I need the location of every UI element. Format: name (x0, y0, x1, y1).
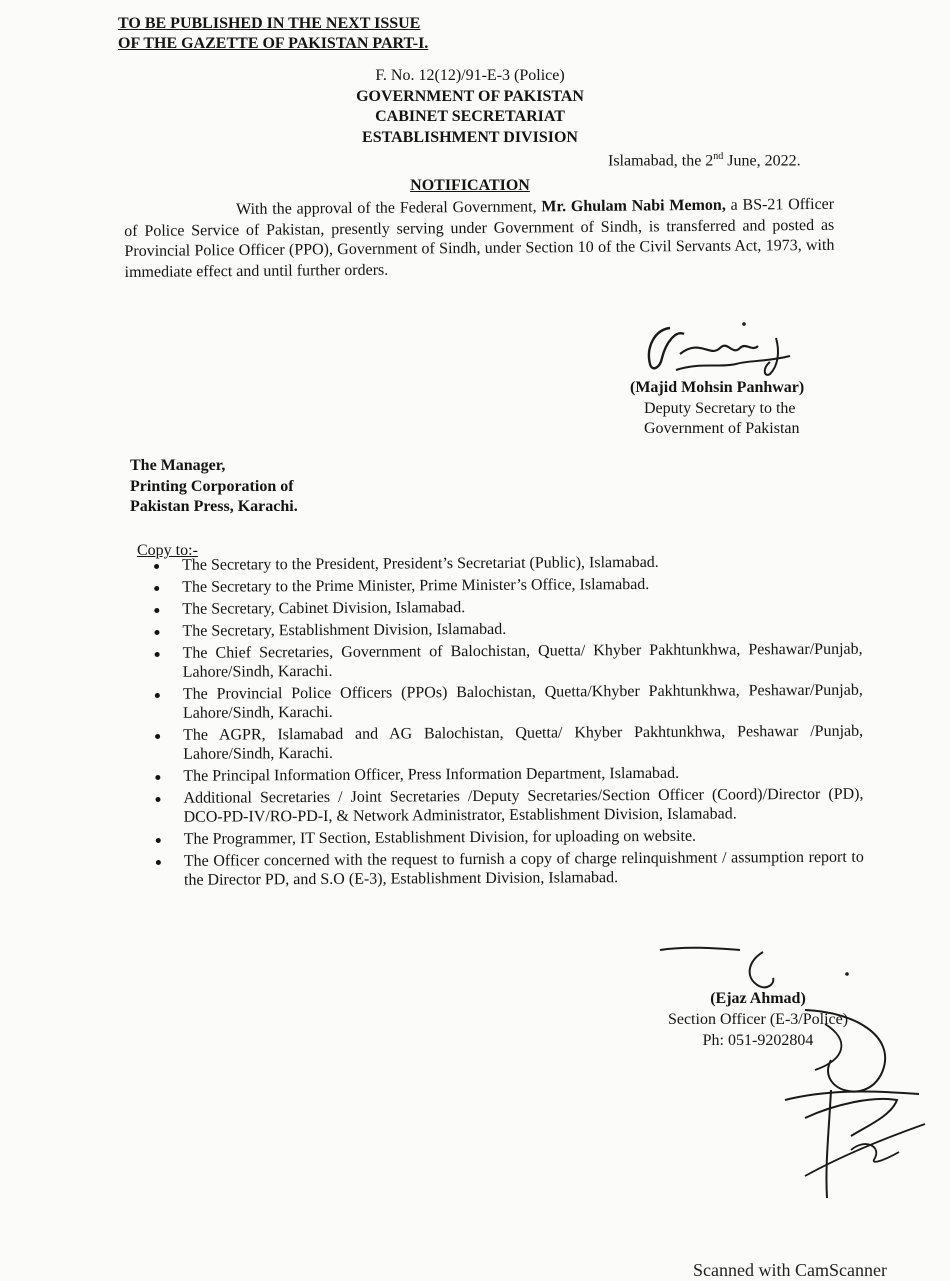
copy-to-item: The Principal Information Officer, Press Information Department, Islamabad. (151, 763, 863, 786)
officer-name: Mr. Ghulam Nabi Memon, (541, 196, 726, 216)
date-rest: June, 2022. (723, 152, 801, 170)
letterhead (300, 66, 640, 148)
bullet-icon (154, 586, 159, 591)
gazette-header (118, 14, 428, 54)
bullet-icon (156, 838, 161, 843)
copy-to-item: The Programmer, IT Section, Establishment Division, for uploading on website. (152, 826, 864, 849)
copy-to-item: The Officer concerned with the request to furnish a copy of charge relinquishment / assumption report to the Director PD, and S.O (E-3), Establishment Division, Islamabad. (152, 848, 864, 890)
copy-to-item: The Secretary to the President, President’s Secretariat (Public), Islamabad. (150, 552, 862, 575)
signatory-1-designation-1: Deputy Secretary to the (644, 399, 796, 417)
bullet-icon (156, 860, 161, 865)
signatory-1-block (630, 378, 804, 440)
gazette-header-line-1: TO BE PUBLISHED IN THE NEXT ISSUE (118, 15, 421, 32)
copy-to-item: Additional Secretaries / Joint Secretaries /Deputy Secretaries/Section Officer (Coord)/Director (PD), DCO-PD-IV/RO-PD-I, & Network Administrator, Establishment Division, Islamabad. (151, 785, 863, 827)
issue-date (608, 151, 801, 170)
signatory-2-name: (Ejaz Ahmad) (710, 990, 806, 1007)
bullet-icon (155, 693, 160, 698)
date-suffix: nd (713, 151, 724, 162)
bullet-icon (154, 564, 159, 569)
signatory-1-designation-2: Government of Pakistan (644, 420, 800, 437)
notification-title: NOTIFICATION (410, 177, 530, 194)
addressee-line-3: Pakistan Press, Karachi. (130, 498, 298, 515)
notification-body (124, 195, 835, 283)
addressee-block (130, 456, 298, 518)
addressee-line-1: The Manager, (130, 457, 226, 474)
bullet-icon (154, 630, 159, 635)
copy-to-item: The Secretary, Cabinet Division, Islamabad. (150, 596, 862, 619)
gazette-header-line-2: OF THE GAZETTE OF PAKISTAN PART-I. (118, 35, 429, 52)
signatory-2-phone: Ph: 051-9202804 (702, 1032, 814, 1049)
copy-to-item: The Secretary to the Prime Minister, Prime Minister’s Office, Islamabad. (150, 574, 862, 597)
body-text-before: With the approval of the Federal Government, (236, 198, 542, 219)
copy-to-item: The Chief Secretaries, Government of Balochistan, Quetta/ Khyber Pakhtunkhwa, Peshawar/Punjab, Lahore/Sindh, Karachi. (151, 640, 863, 682)
signatory-2-designation: Section Officer (E-3/Police) (667, 1011, 849, 1028)
copy-to-item: The AGPR, Islamabad and AG Balochistan, Quetta/ Khyber Pakhtunkhwa, Peshawar /Punjab, Lahore/Sindh, Karachi. (151, 722, 863, 764)
bullet-icon (155, 652, 160, 657)
copy-to-item: The Provincial Police Officers (PPOs) Balochistan, Quetta/Khyber Pakhtunkhwa, Peshawar/Punjab, Lahore/Sindh, Karachi. (151, 681, 863, 723)
bullet-icon (155, 775, 160, 780)
addressee-line-2: Printing Corporation of (130, 477, 294, 495)
file-number: F. No. 12(12)/91-E-3 (Police) (375, 67, 565, 84)
date-prefix: Islamabad, the 2 (608, 152, 714, 170)
signature-2 (655, 940, 930, 1205)
copy-to-label: Copy to:- (137, 542, 198, 559)
copy-to-item: The Secretary, Establishment Division, Islamabad. (150, 618, 862, 641)
bullet-icon (154, 608, 159, 613)
government-name: GOVERNMENT OF PAKISTAN (356, 87, 584, 105)
secretariat-name: CABINET SECRETARIAT (375, 108, 565, 125)
division-name: ESTABLISHMENT DIVISION (362, 128, 578, 146)
body-text-after: a BS-21 Officer of Police Service of Pakistan, presently serving under Government of Sindh, is transferred and posted as Provincial Police Officer (PPO), Government of Sindh, under Section 10 of the Civil Servants Act, 1973, with immediate effect and until further orders. (124, 195, 835, 281)
copy-to-list (150, 552, 864, 893)
signatory-1-name: (Majid Mohsin Panhwar) (630, 379, 805, 396)
camscanner-watermark: Scanned with CamScanner (693, 1260, 887, 1280)
bullet-icon (155, 734, 160, 739)
bullet-icon (155, 797, 160, 802)
